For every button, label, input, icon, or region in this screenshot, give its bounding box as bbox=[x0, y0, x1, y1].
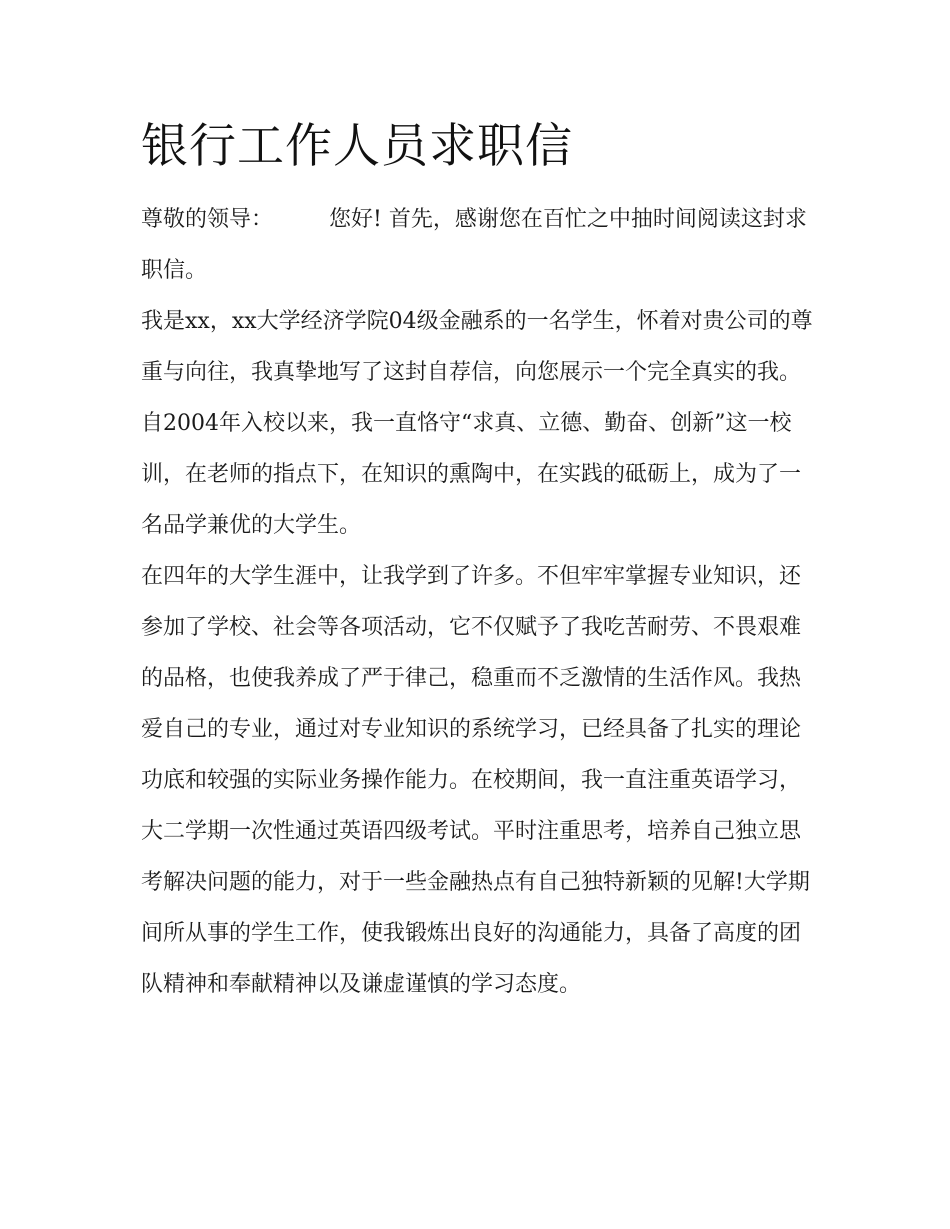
greeting-paragraph bbox=[141, 194, 813, 296]
document-body bbox=[141, 112, 813, 1010]
paragraph-university-experience: 在四年的大学生涯中，让我学到了许多。不但牢牢掌握专业知识，还参加了学校、社会等各项活动，它不仅赋予了我吃苦耐劳、不畏艰难的品格，也使我养成了严于律己，稳重而不乏激情的生活作风。我热爱自己的专业，通过对专业知识的系统学习，已经具备了扎实的理论功底和较强的实际业务操作能力。在校期间，我一直注重英语学习，大二学期一次性通过英语四级考试。平时注重思考，培养自己独立思考解决问题的能力，对于一些金融热点有自己独特新颖的见解!大学期间所从事的学生工作，使我锻炼出良好的沟通能力，具备了高度的团队精神和奉献精神以及谦虚谨慎的学习态度。 bbox=[141, 564, 810, 997]
salutation: 尊敬的领导： bbox=[141, 207, 274, 232]
document-title: 银行工作人员求职信 bbox=[141, 119, 573, 174]
paragraph-introduction: 我是xx，xx大学经济学院04级金融系的一名学生，怀着对贵公司的尊重与向往，我真挚地写了这封自荐信，向您展示一个完全真实的我。 bbox=[141, 309, 813, 385]
opening-text: 您好! 首先，感谢您在百忙之中抽时间阅读这封求职信。 bbox=[141, 207, 807, 283]
paragraph-school-motto: 自2004年入校以来，我一直恪守“求真、立德、勤奋、创新”这一校训，在老师的指点下，在知识的熏陶中，在实践的砥砺上，成为了一名品学兼优的大学生。 bbox=[141, 411, 802, 538]
